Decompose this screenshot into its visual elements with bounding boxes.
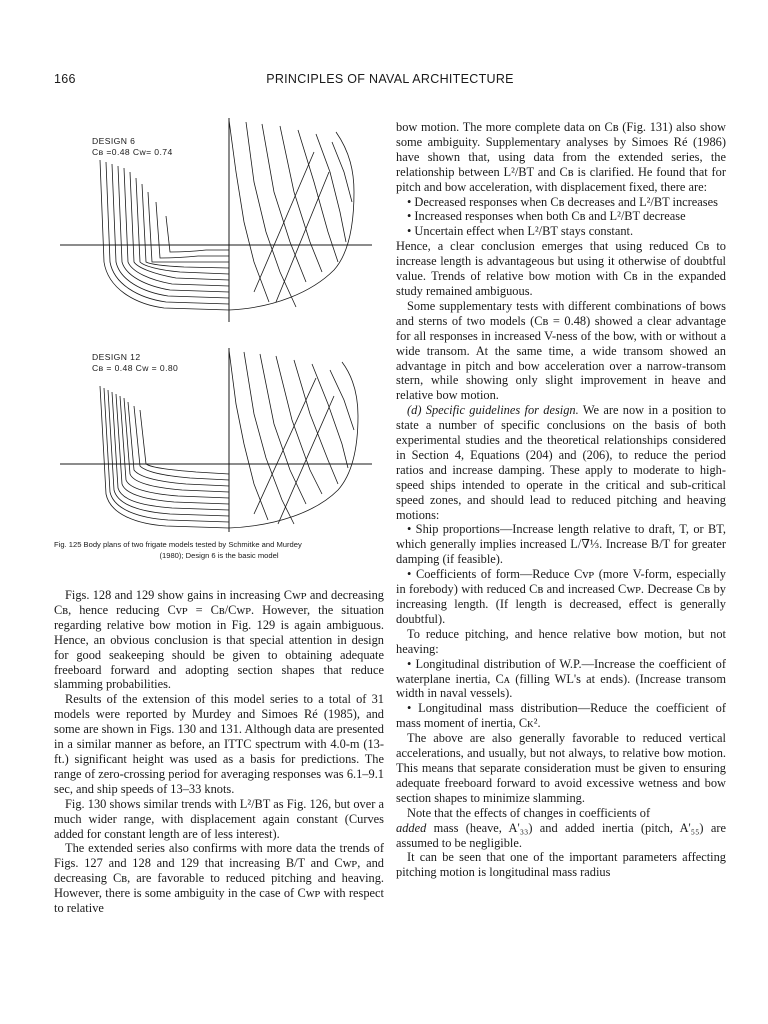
paragraph: It can be seen that one of the important parameters affecting pitching motion is longitudinal mass radius [396, 850, 726, 880]
running-title: PRINCIPLES OF NAVAL ARCHITECTURE [266, 72, 514, 86]
paragraph: The extended series also confirms with more data the trends of Figs. 127 and 128 and 129 that increasing B/T and Cᴡᴘ, and decreasing Cʙ, are favorable to reduced pitching and heaving. However, there is some ambiguity in the case of Cᴡᴘ with respect to relative [54, 841, 384, 916]
left-column [54, 588, 384, 916]
bullet-item: • Longitudinal distribution of W.P.—Increase the coefficient of waterplane inertia, Cᴀ (filling WL's at ends). (Increase transom width in naval vessels). [396, 656, 726, 701]
paragraph: To reduce pitching, and hence relative bow motion, but not heaving: [396, 626, 726, 656]
paragraph: Figs. 128 and 129 show gains in increasing Cᴡᴘ and decreasing Cʙ, hence reducing Cᴠᴘ = Cʙ/Cᴡᴘ. However, the situation regarding relative bow motion in Fig. 129 is again ambiguous. Hence, an obvious conclusion is that special attention in design for good seakeeping should be given to obtaining adequate freeboard forward and adopting section shapes that reduce slamming probabilities. [54, 588, 384, 692]
paragraph: Results of the extension of this model series to a total of 31 models were reported by Murdey and Simoes Ré (1985), and some are shown in Figs. 130 and 131. Although data are presented in a similar manner as before, an ITTC spectrum with 4.0-m (13-ft.) significant height was used as a basis for predictions. The range of zero-crossing period for averaging responses was 6.1–9.1 sec, and ship speeds of 13–33 knots. [54, 692, 384, 796]
bullet-item: • Longitudinal mass distribution—Reduce the coefficient of mass moment of inertia, Cᴋ². [396, 701, 726, 731]
paragraph: Some supplementary tests with different combinations of bows and sterns of two models (Cʙ = 0.48) showed a clear advantage for all responses in increased V-ness of the bow, with or without a wide transom. At the same time, a wide transom showed an advantage in pitch and bow acceleration over a narrow-transom stern, while showing only slight improvement in heave and relative bow motion. [396, 298, 726, 403]
figure-125 [54, 112, 384, 582]
bullet-item: • Ship proportions—Increase length relative to draft, T, or BT, which generally implies increased L/∇⅓. Increase B/T for greater damping (if feasible). [396, 522, 726, 567]
bullet-item: • Decreased responses when Cʙ decreases and L²/BT increases [407, 194, 718, 209]
page-number: 166 [54, 72, 76, 86]
paragraph: Note that the effects of changes in coefficients of [407, 805, 651, 820]
guidelines-heading: (d) Specific guidelines for design. [407, 403, 579, 418]
paragraph: Fig. 130 shows similar trends with L²/BT as Fig. 126, but over a much wider range, with displacement again constant (Curves added for constant length are of less interest). [54, 796, 384, 841]
body-plans-drawing [54, 112, 384, 532]
page-header [54, 72, 726, 92]
paragraph: The above are also generally favorable to reduced vertical accelerations, and usually, but not always, to relative bow motion. This means that separate consideration must be given to ensuring adequate freeboard forward to avoid excessive wetness and bow section shapes to minimize slamming. [396, 731, 726, 805]
bullet-item: • Coefficients of form—Reduce Cᴠᴘ (more V-form, especially in forebody) with reduced Cʙ and increased Cᴡᴘ. Decrease Cʙ by increasing length. (If length is decreased, effect is generally doubtful). [396, 567, 726, 626]
right-column [396, 120, 726, 880]
figure-caption: Fig. 125 Body plans of two frigate models tested by Schmitke and Murdey (1980); Design 6 is the basic model [54, 540, 302, 560]
paragraph: bow motion. The more complete data on Cʙ (Fig. 131) also show some ambiguity. Supplementary analyses by Simoes Ré (1986) have shown that, using data from the extended series, the relationship between L²/BT and Cʙ is clarified. He found that for pitch and bow acceleration, with displacement fixed, there are: [396, 120, 726, 194]
design-12-body-plan [60, 348, 372, 532]
added-word: added [396, 820, 427, 835]
paragraph: Hence, a clear conclusion emerges that using reduced Cʙ to increase length is advantageous but using it otherwise of doubtful value. Trends of relative bow motion with Cʙ in the expanded study remained ambiguous. [396, 239, 726, 298]
bullet-item: • Increased responses when both Cʙ and L²/BT decrease [407, 209, 686, 224]
paragraph: added mass (heave, A'₃₃) and added inertia (pitch, A'₅₅) are assumed to be negligible. [396, 820, 726, 850]
paragraph: (d) Specific guidelines for design. We are now in a position to state a number of specific conclusions on the basis of both experimental studies and the theoretical relationships considered in Section 4, Equations (204) and (206), to reduce the period ratios and increase damping. These apply to moderate to high-speed ships intended to operate in the critical and sub-critical speed zones, and should lead to reduced pitching and heaving motions: [396, 403, 726, 522]
design-6-label: DESIGN 6 Cʙ =0.48 Cᴡ= 0.74 [92, 136, 173, 157]
bullet-item: • Uncertain effect when L²/BT stays constant. [407, 224, 634, 239]
design-12-label: DESIGN 12 Cʙ = 0.48 Cᴡ = 0.80 [92, 352, 179, 373]
